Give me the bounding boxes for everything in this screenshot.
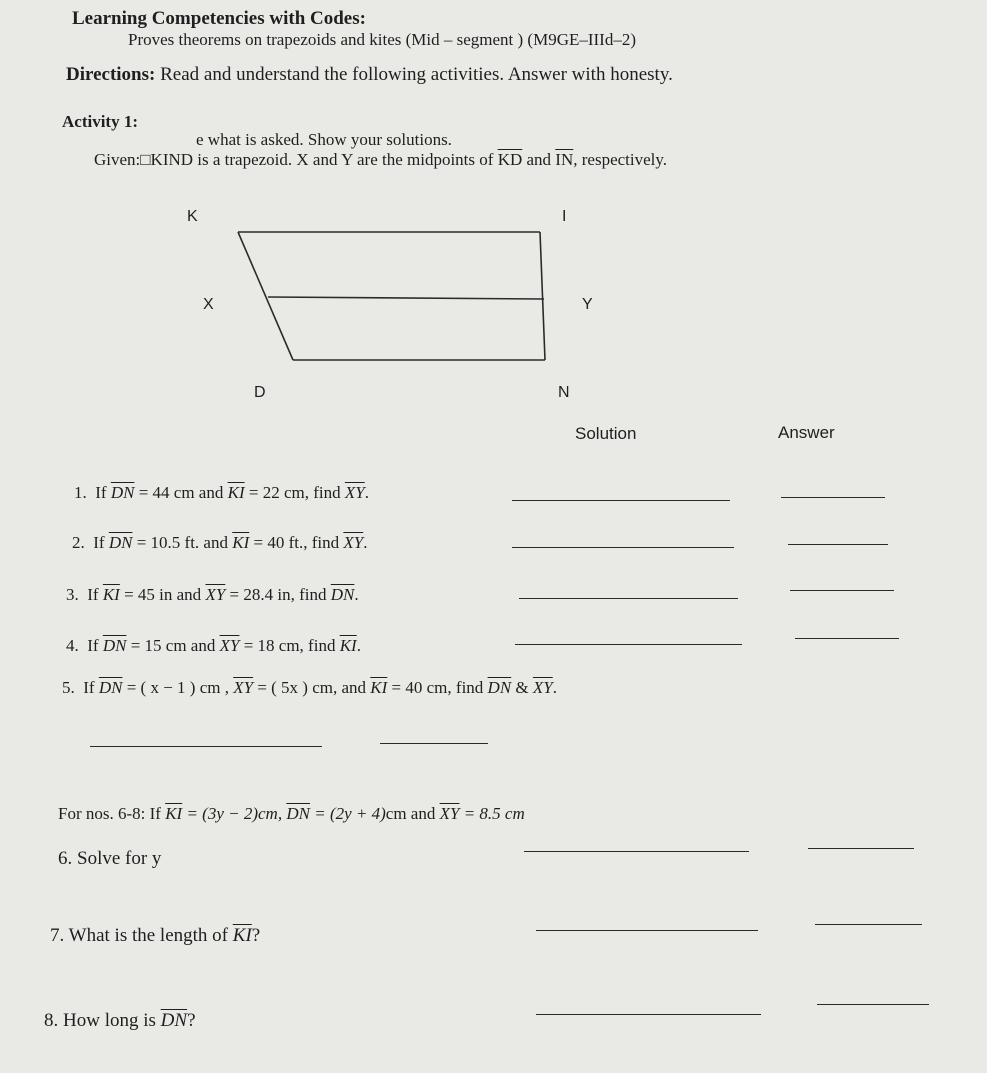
problem-text: If xyxy=(87,585,103,604)
segment: $\overline{XY}$ xyxy=(219,636,240,655)
problem-text: . xyxy=(363,533,368,552)
solution-blank-7[interactable] xyxy=(536,930,758,931)
question-text: ? xyxy=(251,925,261,946)
for-nos-statement xyxy=(58,804,525,824)
problem-text: = 10.5 ft. and xyxy=(132,533,233,552)
problem-text: & xyxy=(511,678,533,697)
problem-2 xyxy=(72,533,367,553)
problem-number: 5. xyxy=(62,678,75,697)
problem-text: . xyxy=(552,678,557,697)
midpoint-label-y: Y xyxy=(582,296,593,313)
activity-instruction: e what is asked. Show your solutions. xyxy=(196,130,452,149)
answer-blank-7[interactable] xyxy=(815,924,922,925)
problem-text: . xyxy=(354,585,359,604)
segment: $\overline{DN}$ xyxy=(487,678,512,697)
segment: $\overline{DN}$ xyxy=(160,1010,188,1031)
directions-label: Directions: xyxy=(66,64,156,85)
problem-number: 4. xyxy=(66,636,79,655)
problem-number: 2. xyxy=(72,533,85,552)
solution-blank-8[interactable] xyxy=(536,1014,761,1015)
leg-kd xyxy=(238,232,293,360)
expression: cm and xyxy=(385,804,440,823)
problem-text: If xyxy=(83,678,99,697)
midpoint-label-x: X xyxy=(203,296,214,313)
expression: = (3y − 2)cm, xyxy=(182,804,287,823)
answer-blank-5[interactable] xyxy=(380,743,488,744)
problem-text: = ( x − 1 ) cm , xyxy=(122,678,234,697)
answer-blank-6[interactable] xyxy=(808,848,914,849)
segment: $\overline{KI}$ xyxy=(339,636,357,655)
segment: $\overline{KI}$ xyxy=(102,585,120,604)
answer-blank-1[interactable] xyxy=(781,497,885,498)
segment: $\overline{DN}$ xyxy=(110,483,135,502)
problem-text: = 40 ft., find xyxy=(249,533,344,552)
answer-header: Answer xyxy=(778,423,835,442)
segment-in: $\overline{IN}$ xyxy=(555,150,574,169)
given-prefix: Given:□KIND is a trapezoid. X and Y are the midpoints of xyxy=(94,150,498,169)
midsegment-xy xyxy=(268,297,544,299)
problem-text: = 45 in and xyxy=(119,585,206,604)
segment: $\overline{DN}$ xyxy=(286,804,310,823)
answer-blank-2[interactable] xyxy=(788,544,888,545)
answer-blank-3[interactable] xyxy=(790,590,894,591)
segment: $\overline{KI}$ xyxy=(227,483,245,502)
segment: $\overline{DN}$ xyxy=(102,636,127,655)
segment: $\overline{DN}$ xyxy=(98,678,123,697)
problem-text: = 40 cm, find xyxy=(387,678,488,697)
competencies-title: Learning Competencies with Codes: xyxy=(72,8,366,29)
segment: $\overline{DN}$ xyxy=(330,585,355,604)
solution-blank-5[interactable] xyxy=(90,746,322,747)
problem-text: = ( 5x ) cm, and xyxy=(253,678,371,697)
vertex-label-i: I xyxy=(562,208,567,225)
solution-header: Solution xyxy=(575,424,637,443)
vertex-label-n: N xyxy=(558,384,570,401)
given-mid: and xyxy=(522,150,556,169)
segment: $\overline{XY}$ xyxy=(344,483,365,502)
answer-blank-4[interactable] xyxy=(795,638,899,639)
problem-text: = 15 cm and xyxy=(126,636,220,655)
problem-text: = 28.4 in, find xyxy=(225,585,331,604)
problem-text: . xyxy=(356,636,361,655)
problem-5 xyxy=(62,678,557,698)
expression: = 8.5 cm xyxy=(459,804,525,823)
segment: $\overline{KI}$ xyxy=(232,533,250,552)
problem-number: 3. xyxy=(66,585,79,604)
problem-text: If xyxy=(87,636,103,655)
solution-blank-3[interactable] xyxy=(519,598,738,599)
answer-blank-8[interactable] xyxy=(817,1004,929,1005)
segment: $\overline{DN}$ xyxy=(108,533,133,552)
segment: $\overline{KI}$ xyxy=(165,804,183,823)
competency-text: Proves theorems on trapezoids and kites (Mid – segment ) (M9GE–IIId–2) xyxy=(128,30,636,49)
for-nos-prefix: For nos. 6-8: If xyxy=(58,804,166,823)
segment: $\overline{XY}$ xyxy=(205,585,226,604)
problem-3 xyxy=(66,585,359,605)
problem-4 xyxy=(66,636,361,656)
segment-kd: $\overline{KD}$ xyxy=(497,150,523,169)
problem-text: If xyxy=(95,483,111,502)
given-suffix: , respectively. xyxy=(573,150,668,169)
problem-text: . xyxy=(364,483,369,502)
segment: $\overline{XY}$ xyxy=(343,533,364,552)
directions-text: Read and understand the following activities. Answer with honesty. xyxy=(155,64,673,85)
solution-blank-4[interactable] xyxy=(515,644,742,645)
solution-blank-6[interactable] xyxy=(524,851,749,852)
segment: $\overline{XY}$ xyxy=(439,804,460,823)
activity-label: Activity 1: xyxy=(62,112,139,131)
expression: = (2y + 4) xyxy=(309,804,386,823)
segment: $\overline{XY}$ xyxy=(532,678,553,697)
segment: $\overline{KI}$ xyxy=(370,678,388,697)
problem-text: = 22 cm, find xyxy=(244,483,345,502)
problem-text: = 18 cm, find xyxy=(239,636,340,655)
segment: $\overline{KI}$ xyxy=(232,925,252,946)
vertex-label-d: D xyxy=(254,384,266,401)
question-text: ? xyxy=(187,1010,196,1031)
question-6: 6. Solve for y xyxy=(58,848,162,869)
problem-1 xyxy=(74,483,369,503)
solution-blank-1[interactable] xyxy=(512,500,730,501)
leg-in xyxy=(540,232,545,360)
vertex-label-k: K xyxy=(187,208,198,225)
problem-text: = 44 cm and xyxy=(134,483,228,502)
question-text: 8. How long is xyxy=(44,1010,161,1031)
question-text: 7. What is the length of xyxy=(50,925,233,946)
solution-blank-2[interactable] xyxy=(512,547,734,548)
problem-number: 1. xyxy=(74,483,87,502)
problem-text: If xyxy=(93,533,109,552)
segment: $\overline{XY}$ xyxy=(233,678,254,697)
question-8 xyxy=(44,1010,196,1032)
question-7 xyxy=(50,925,260,947)
